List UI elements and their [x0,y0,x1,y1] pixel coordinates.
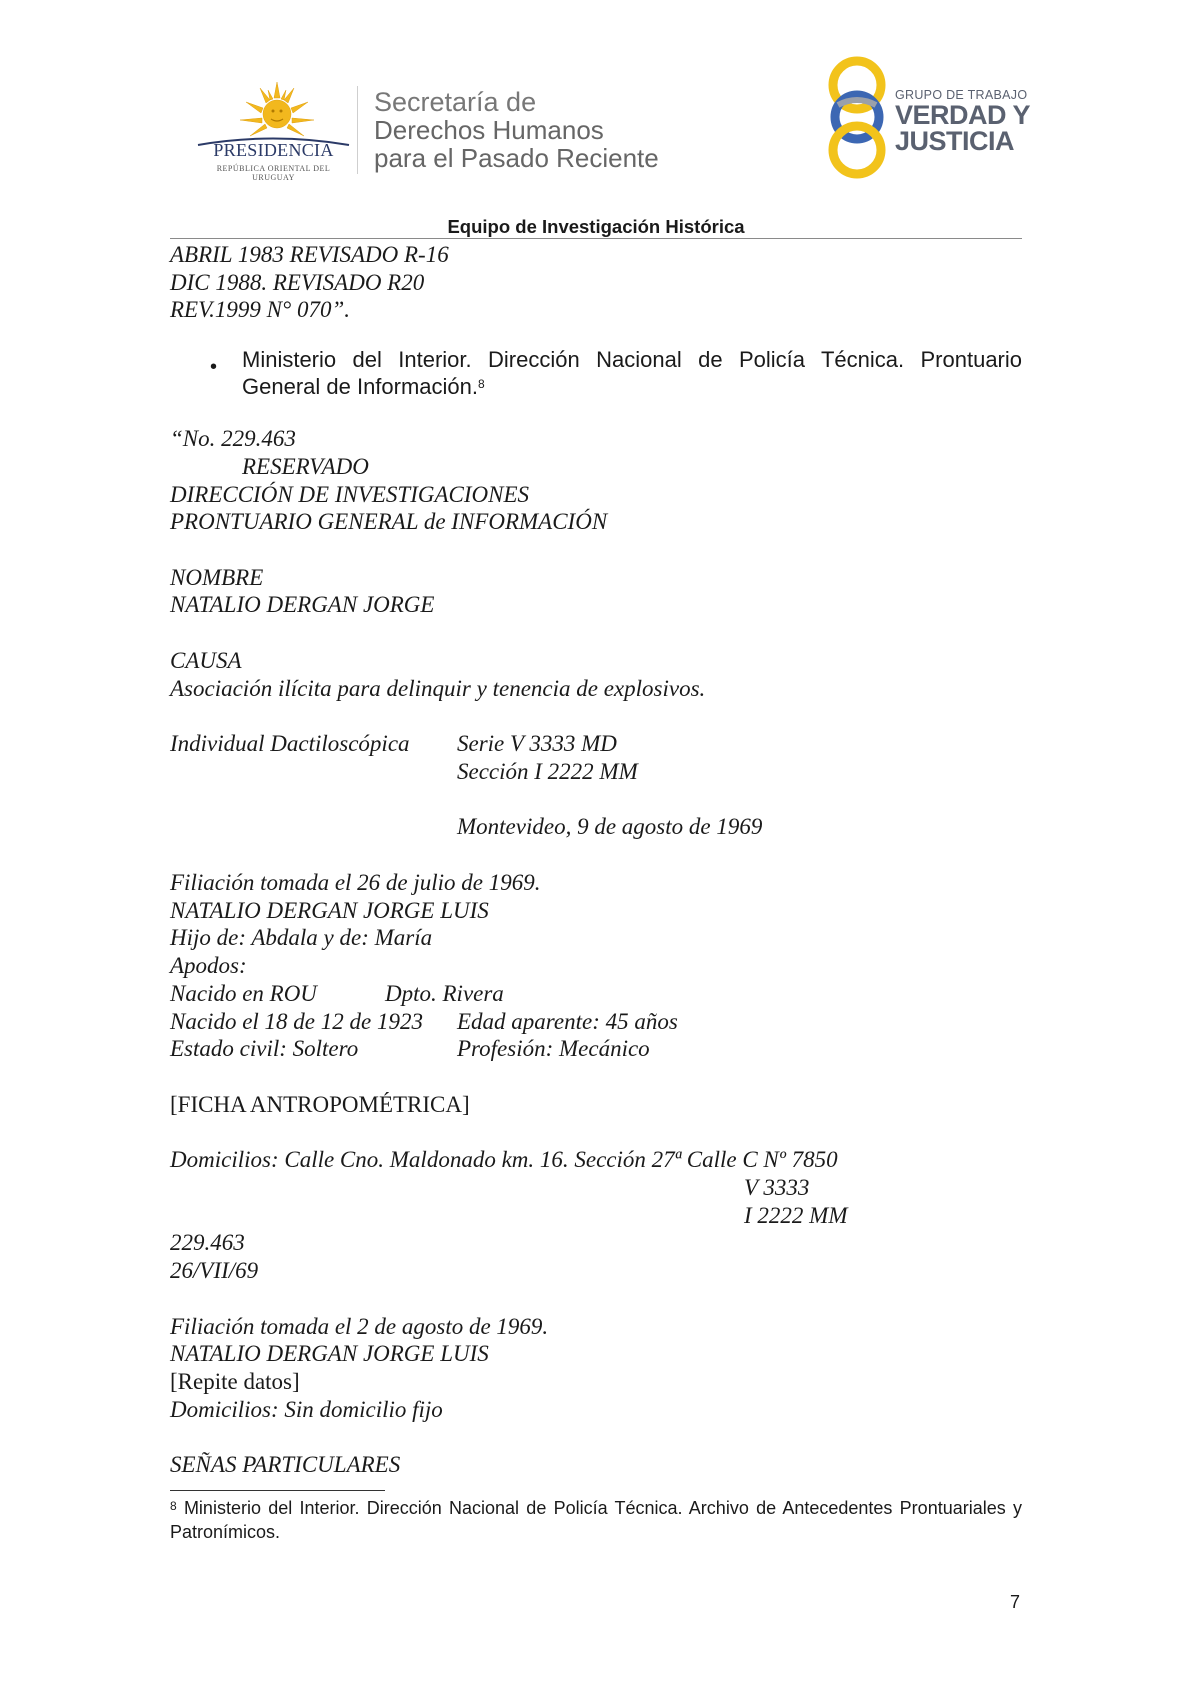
footnote-number: 8 [170,1499,177,1513]
parents-line: Hijo de: Abdala y de: María [170,925,433,950]
presidencia-subtext: REPÚBLICA ORIENTAL DEL URUGUAY [216,164,331,182]
date-roman-line: 26/VII/69 [170,1258,259,1283]
serie-value: Serie V 3333 MD [457,731,617,756]
civil-status-line: Estado civil: Soltero [170,1036,359,1061]
revision-line-2: DIC 1988. REVISADO R20 [170,270,425,295]
presidencia-text: PRESIDENCIA [213,140,334,160]
secretaria-line-3: para el Pasado Reciente [374,143,659,173]
causa-value: Asociación ilícita para delinquir y tenencia de explosivos. [170,676,706,701]
gtvj-line-3: JUSTICIA [895,126,1015,156]
footnote [170,1496,1022,1544]
revision-line-1: ABRIL 1983 REVISADO R-16 [170,242,449,267]
bullet-icon: • [210,356,218,378]
record-number: “No. 229.463 [170,426,296,451]
birthdate-line: Nacido el 18 de 12 de 1923 [170,1009,423,1034]
direccion-line: DIRECCIÓN DE INVESTIGACIONES [170,482,530,507]
gtvj-line-2: VERDAD Y [895,100,1031,130]
page-number: 7 [1010,1592,1021,1612]
reservado-label: RESERVADO [242,454,369,479]
number-line: 229.463 [170,1230,245,1255]
department-line: Dpto. Rivera [385,981,504,1006]
i2222-line: I 2222 MM [744,1203,848,1228]
bullet-source-text: Ministerio del Interior. Dirección Nacional de Policía Técnica. Prontuario General de Información. [242,347,1022,399]
gtvj-logo-text [895,88,1030,154]
date-place: Montevideo, 9 de agosto de 1969 [457,814,763,839]
nombre-label: NOMBRE [170,565,264,590]
filiacion-2: Filiación tomada el 2 de agosto de 1969. [170,1314,549,1339]
repite-note: [Repite datos] [170,1369,300,1394]
full-name-2: NATALIO DERGAN JORGE LUIS [170,1341,489,1366]
ficha-note: [FICHA ANTROPOMÉTRICA] [170,1092,470,1117]
revision-line-3: REV.1999 N° 070”. [170,297,351,322]
filiacion-1: Filiación tomada el 26 de julio de 1969. [170,870,541,895]
header-title: Equipo de Investigación Histórica [447,216,745,237]
domicilios-1: Domicilios: Calle Cno. Maldonado km. 16. Sección 27ª Calle C Nº 7850 [170,1147,838,1172]
presidencia-logo [196,80,351,180]
seccion-value: Sección I 2222 MM [457,759,638,784]
header-divider [357,86,358,174]
footnote-text: Ministerio del Interior. Dirección Nacional de Policía Técnica. Archivo de Antecedentes Prontuariales y Patronímicos. [170,1498,1022,1542]
header-rule [170,238,1022,239]
secretaria-line-1: Secretaría de [374,87,537,117]
senas-heading: SEÑAS PARTICULARES [170,1452,401,1477]
bullet-source [242,346,1022,400]
individual-label: Individual Dactiloscópica [170,731,410,756]
v3333-line: V 3333 [744,1175,810,1200]
causa-label: CAUSA [170,648,242,673]
nombre-value: NATALIO DERGAN JORGE [170,592,435,617]
footnote-ref: 8 [478,377,485,391]
rings-logo-icon [822,55,892,180]
gtvj-line-1: GRUPO DE TRABAJO [895,88,1028,102]
domicilios-2: Domicilios: Sin domicilio fijo [170,1397,443,1422]
prontuario-line: PRONTUARIO GENERAL de INFORMACIÓN [170,509,608,534]
profession-line: Profesión: Mecánico [457,1036,650,1061]
footnote-rule [170,1490,385,1491]
secretaria-logo-text [374,88,659,172]
birthplace-line: Nacido en ROU [170,981,317,1006]
sun-emblem-icon [238,80,316,142]
secretaria-line-2: Derechos Humanos [374,115,604,145]
apodos-line: Apodos: [170,953,247,978]
full-name-1: NATALIO DERGAN JORGE LUIS [170,898,489,923]
apparent-age-line: Edad aparente: 45 años [457,1009,678,1034]
